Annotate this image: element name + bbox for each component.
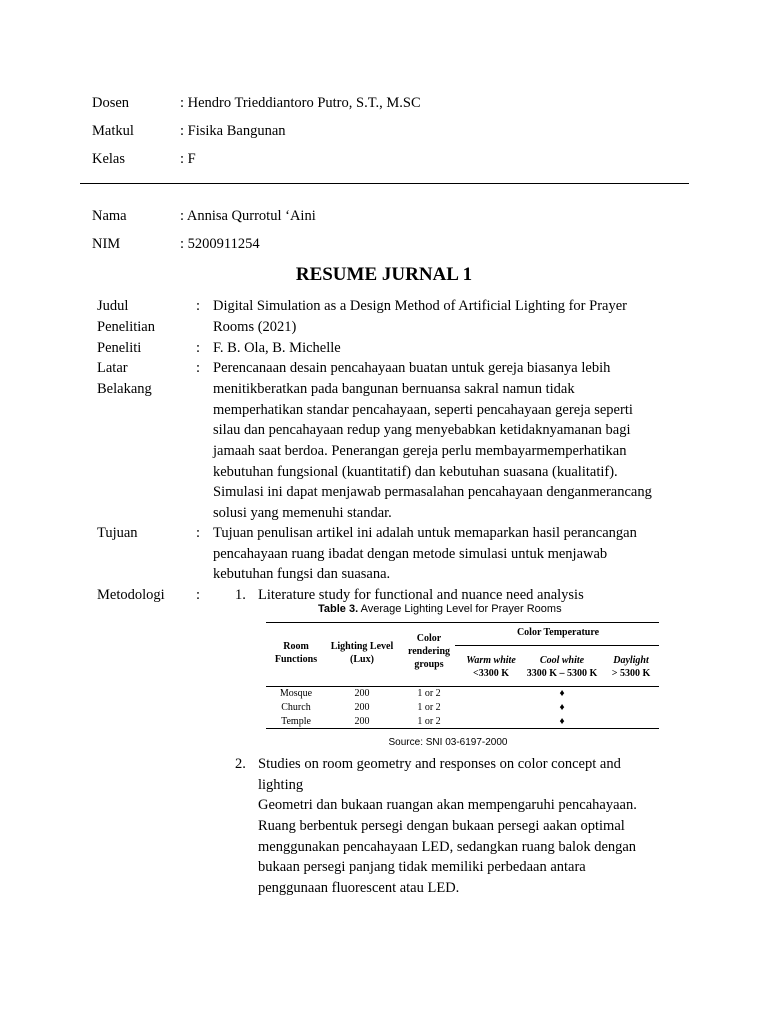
metodologi-colon: :: [196, 587, 201, 603]
header-warm-2: <3300 K: [473, 668, 509, 679]
tujuan-line: Tujuan penulisan artikel ini adalah untuk memaparkan hasil perancangan: [213, 525, 637, 541]
header-crg-2: rendering: [407, 646, 451, 657]
peneliti-value: F. B. Ola, B. Michelle: [213, 340, 341, 356]
latar-line: Simulasi ini dapat menjawab permasalahan pencahayaan denganmerancang: [213, 484, 652, 500]
header-daylight-2: > 5300 K: [611, 668, 651, 679]
table-bottom-rule: [266, 728, 659, 729]
tujuan-colon: :: [196, 525, 201, 541]
row-lux: 200: [354, 688, 370, 699]
method-item-2-line: lighting: [258, 777, 304, 793]
tujuan-line: pencahayaan ruang ibadat dengan metode simulasi untuk menjawab: [213, 546, 608, 562]
latar-line: jamaah saat berdoa. Penerangan gereja perlu membayarmemperhatikan: [213, 443, 627, 459]
header-crg-3: groups: [414, 659, 444, 670]
tujuan-line: kebutuhan fungsi dan suasana.: [213, 566, 391, 582]
method-item-2-line: Studies on room geometry and responses on color concept and: [258, 756, 621, 772]
judul-line-2: Rooms (2021): [213, 319, 297, 335]
method-item-2-line: Ruang berbentuk persegi dengan bukaan persegi aakan optimal: [258, 818, 625, 834]
header-lux-1: Lighting Level: [330, 641, 394, 652]
judul-label-1: Judul: [97, 298, 129, 314]
nim-value: : 5200911254: [180, 236, 260, 252]
tujuan-label: Tujuan: [97, 525, 138, 541]
header-room-2: Functions: [274, 654, 318, 665]
method-item-2-line: menggunakan pencahayaan LED, sedangkan ruang balok dengan: [258, 839, 637, 855]
header-divider: [80, 183, 689, 184]
row-crg: 1 or 2: [417, 702, 441, 713]
row-room: Church: [281, 702, 311, 713]
latar-line: silau dan pencahayaan redup yang menyebabkan ketidaknyamanan bagi: [213, 422, 631, 438]
header-cool-2: 3300 K – 5300 K: [526, 668, 598, 679]
method-item-1-text: Literature study for functional and nuance need analysis: [258, 587, 584, 603]
dosen-label: Dosen: [92, 95, 130, 111]
latar-line: memperhatikan standar pencahayaan, seperti pencahayaan gereja seperti: [213, 402, 633, 418]
header-warm-1: Warm white: [466, 655, 516, 666]
nama-value: : Annisa Qurrotul ‘Aini: [180, 208, 316, 224]
table-caption-label: Table 3.: [318, 603, 359, 615]
table-header-rule: [266, 686, 659, 687]
row-room: Temple: [281, 716, 311, 727]
row-cool-mark: ♦: [559, 702, 565, 713]
judul-colon: :: [196, 298, 201, 314]
judul-label-2: Penelitian: [97, 319, 155, 335]
latar-line: kebutuhan fungsional (kuantitatif) dan kebutuhan suasana (kualitatif).: [213, 464, 618, 480]
row-room: Mosque: [279, 688, 313, 699]
row-cool-mark: ♦: [559, 688, 565, 699]
row-lux: 200: [354, 702, 370, 713]
header-room-1: Room: [283, 641, 309, 652]
kelas-label: Kelas: [92, 151, 126, 167]
method-item-2-line: penggunaan fluorescent atau LED.: [258, 880, 460, 896]
header-color-temperature: Color Temperature: [516, 627, 600, 638]
header-crg-1: Color: [416, 633, 442, 644]
method-item-2-line: bukaan persegi panjang tidak memiliki perbedaan antara: [258, 859, 586, 875]
method-item-2-number: 2.: [235, 756, 246, 772]
latar-colon: :: [196, 360, 201, 376]
matkul-value: : Fisika Bangunan: [180, 123, 286, 139]
header-lux-2: (Lux): [350, 654, 374, 665]
page-title: RESUME JURNAL 1: [295, 264, 473, 285]
kelas-value: : F: [180, 151, 196, 167]
table-top-rule: [266, 622, 659, 623]
table-ct-rule: [455, 645, 659, 646]
dosen-value: : Hendro Trieddiantoro Putro, S.T., M.SC: [180, 95, 421, 111]
judul-line-1: Digital Simulation as a Design Method of Artificial Lighting for Prayer: [213, 298, 627, 314]
latar-label-2: Belakang: [97, 381, 152, 397]
nim-label: NIM: [92, 236, 121, 252]
table-caption: [318, 603, 562, 615]
matkul-label: Matkul: [92, 123, 134, 139]
header-daylight-1: Daylight: [613, 655, 649, 666]
table-source: Source: SNI 03-6197-2000: [388, 737, 508, 748]
header-cool-1: Cool white: [539, 655, 585, 666]
latar-label-1: Latar: [97, 360, 128, 376]
method-item-2-line: Geometri dan bukaan ruangan akan mempengaruhi pencahayaan.: [258, 797, 637, 813]
latar-line: Perencanaan desain pencahayaan buatan untuk gereja biasanya lebih: [213, 360, 611, 376]
row-cool-mark: ♦: [559, 716, 565, 727]
peneliti-colon: :: [196, 340, 201, 356]
latar-line: solusi yang memenuhi standar.: [213, 505, 392, 521]
table-caption-text: Average Lighting Level for Prayer Rooms: [358, 603, 562, 615]
row-lux: 200: [354, 716, 370, 727]
peneliti-label: Peneliti: [97, 340, 142, 356]
nama-label: Nama: [92, 208, 127, 224]
row-crg: 1 or 2: [417, 688, 441, 699]
method-item-1-number: 1.: [235, 587, 246, 603]
latar-line: menitikberatkan pada bangunan bernuansa sakral namun tidak: [213, 381, 575, 397]
metodologi-label: Metodologi: [97, 587, 165, 603]
row-crg: 1 or 2: [417, 716, 441, 727]
